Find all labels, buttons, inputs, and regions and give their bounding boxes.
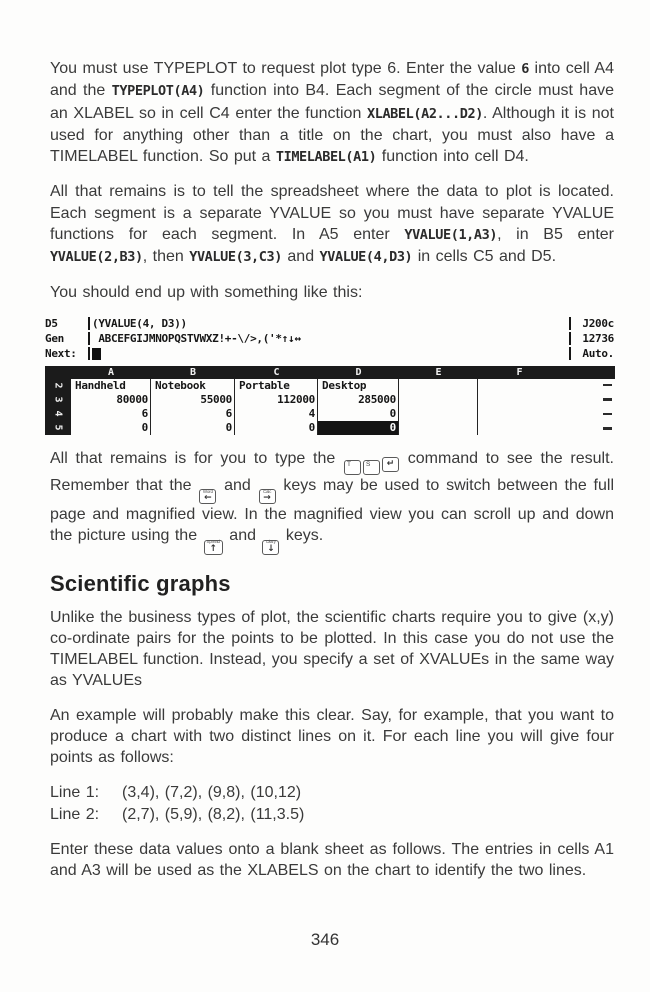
status-line-1 [45,316,615,331]
grid-cell [478,421,561,435]
table-row [71,379,615,393]
key-icon: Calc → [259,489,276,504]
row-number: 2 [52,382,64,389]
grid-cell: 0 [71,421,151,435]
key-icon: Spread ↑ [204,540,223,555]
grid-cell [399,379,478,393]
grid-cell [399,407,478,421]
row-number: 4 [52,410,64,417]
grid-cell: 0 [235,421,318,435]
column-letter: E [435,366,442,378]
column-letter: C [273,366,280,378]
grid-cell: 4 [235,407,318,421]
key-icon: ↵ [382,457,399,472]
data-lines-block [50,782,614,826]
cursor-block [92,348,101,360]
key-icon: T [344,460,361,475]
grid-cell: 0 [318,407,399,421]
status-line-2 [45,331,615,346]
column-letter: F [516,366,523,378]
inline-code: YVALUE(3,C3) [189,249,282,266]
right-overflow-marks [603,384,612,430]
column-letter: A [107,366,115,378]
input-area [88,347,569,360]
grid-cell: Notebook [151,379,235,393]
column-header-row [45,366,615,379]
line-2-row [50,804,614,826]
paragraph-typeplot: You must use TYPEPLOT to request plot type 6. Enter the value 6 into cell A4 and the TYPEPLOT(A4) function into B4. Each segment of the circle must have an XLABEL so in cell C4 enter the function XLABEL(A2...D2). Although it is not used for anything other than a title on the chart, you must also have a TIMELABEL function. So put a TIMELABEL(A1) function into cell D4. [50,60,615,166]
grid-cell: Portable [235,379,318,393]
page-number: 346 [310,930,340,949]
line-1-label: Line 1: [50,783,100,801]
mode-label: Gen [45,331,64,345]
grid-cell [478,393,561,407]
row-number: 5 [52,424,64,431]
overflow-dash [603,413,612,416]
grid-cell: 112000 [235,393,318,407]
table-row [71,421,615,435]
grid-rows [71,379,615,435]
status-line-3 [45,346,615,361]
grid-cell: 285000 [318,393,399,407]
grid-cell: 6 [71,407,151,421]
paragraph-scientific-intro: Unlike the business types of plot, the scientific charts require you to give (x,y) co-ordinate pairs for the points to be plotted. In this case you do not use the TIMELABEL function. Instead, you specify a set of XVALUEs in the same way as YVALUEs [50,608,614,690]
charset-text: ABCEFGIJMNOPQSTVWXZ!+-\/>,('*↑↓↔ [88,332,569,345]
inline-code: YVALUE(1,A3) [404,227,498,244]
next-label: Next: [45,346,77,360]
grid-cell: 55000 [151,393,235,407]
key-icon: Diary ↓ [262,540,279,555]
inline-code: 6 [521,61,530,77]
paragraph-yvalues: All that remains is to tell the spreadsheet where the data to plot is located. Each segment is a separate YVALUE so you must have separate YVALUE functions for each segment. In A5 enter YVALUE(1,A3), in B5 enter YVALUE(2,B3), then YVALUE(3,C3) and YVALUE(4,D3) in cells C5 and D5. [50,183,614,266]
paragraph-example: An example will probably make this clear. Say, for example, that you want to produce a chart with two distinct lines on it. For each line you will give four points as follows: [50,706,614,767]
table-row [71,393,615,407]
paragraph-enter-values: Enter these data values onto a blank sheet as follows. The entries in cells A1 and A3 will be used as the XLABELS on the chart to identify the two lines. [50,840,614,879]
formula-text: (YVALUE(4, D3)) [88,317,569,330]
memory-indicator: J200c [569,317,615,330]
paragraph-keys: All that remains is for you to type the T S ↵ command to see the result. Remember that the Word ← and Calc → keys may be used to switch between the full page and magnified view. In the magnified view you can scroll up and down the picture using the Spread ↑ and Diary ↓ keys. [50,449,615,554]
inline-code: YVALUE(4,D3) [319,249,413,266]
inline-code: TIMELABEL(A1) [275,149,377,166]
paragraph-lead-in: You should end up with something like this: [50,283,363,301]
grid-cell [399,393,478,407]
key-icon: Word ← [199,489,216,504]
table-row [71,407,615,421]
grid-cell: 0 [318,421,399,435]
spreadsheet-screenshot [45,316,615,435]
row-number-gutter [45,379,71,435]
overflow-dash [603,384,612,387]
column-letter: D [355,366,362,378]
page-content [45,58,615,894]
grid-body [45,379,615,435]
grid-cell: 0 [151,421,235,435]
row-number: 3 [52,396,64,403]
grid-cell: Desktop [318,379,399,393]
inline-code: XLABEL(A2...D2) [367,105,483,122]
grid-cell [399,421,478,435]
inline-code: YVALUE(2,B3) [50,249,143,266]
grid-cell: 80000 [71,393,151,407]
section-heading: Scientific graphs [50,570,231,596]
free-bytes: 12736 [569,332,615,345]
cell-ref-label: D5 [45,316,58,330]
grid-cell: Handheld [71,379,151,393]
key-icon: S [363,460,380,475]
inline-code: TYPEPLOT(A4) [111,83,205,100]
grid-cell [478,407,561,421]
grid-cell: 6 [151,407,235,421]
grid-cell [478,379,561,393]
line-2-points: (2,7), (5,9), (8,2), (11,3.5) [122,805,305,823]
line-2-label: Line 2: [50,805,100,823]
line-1-row [50,782,614,804]
recalc-mode: Auto. [569,347,615,360]
overflow-dash [603,398,612,401]
overflow-dash [603,427,612,430]
column-letter: B [189,366,197,378]
line-1-points: (3,4), (7,2), (9,8), (10,12) [122,783,302,801]
